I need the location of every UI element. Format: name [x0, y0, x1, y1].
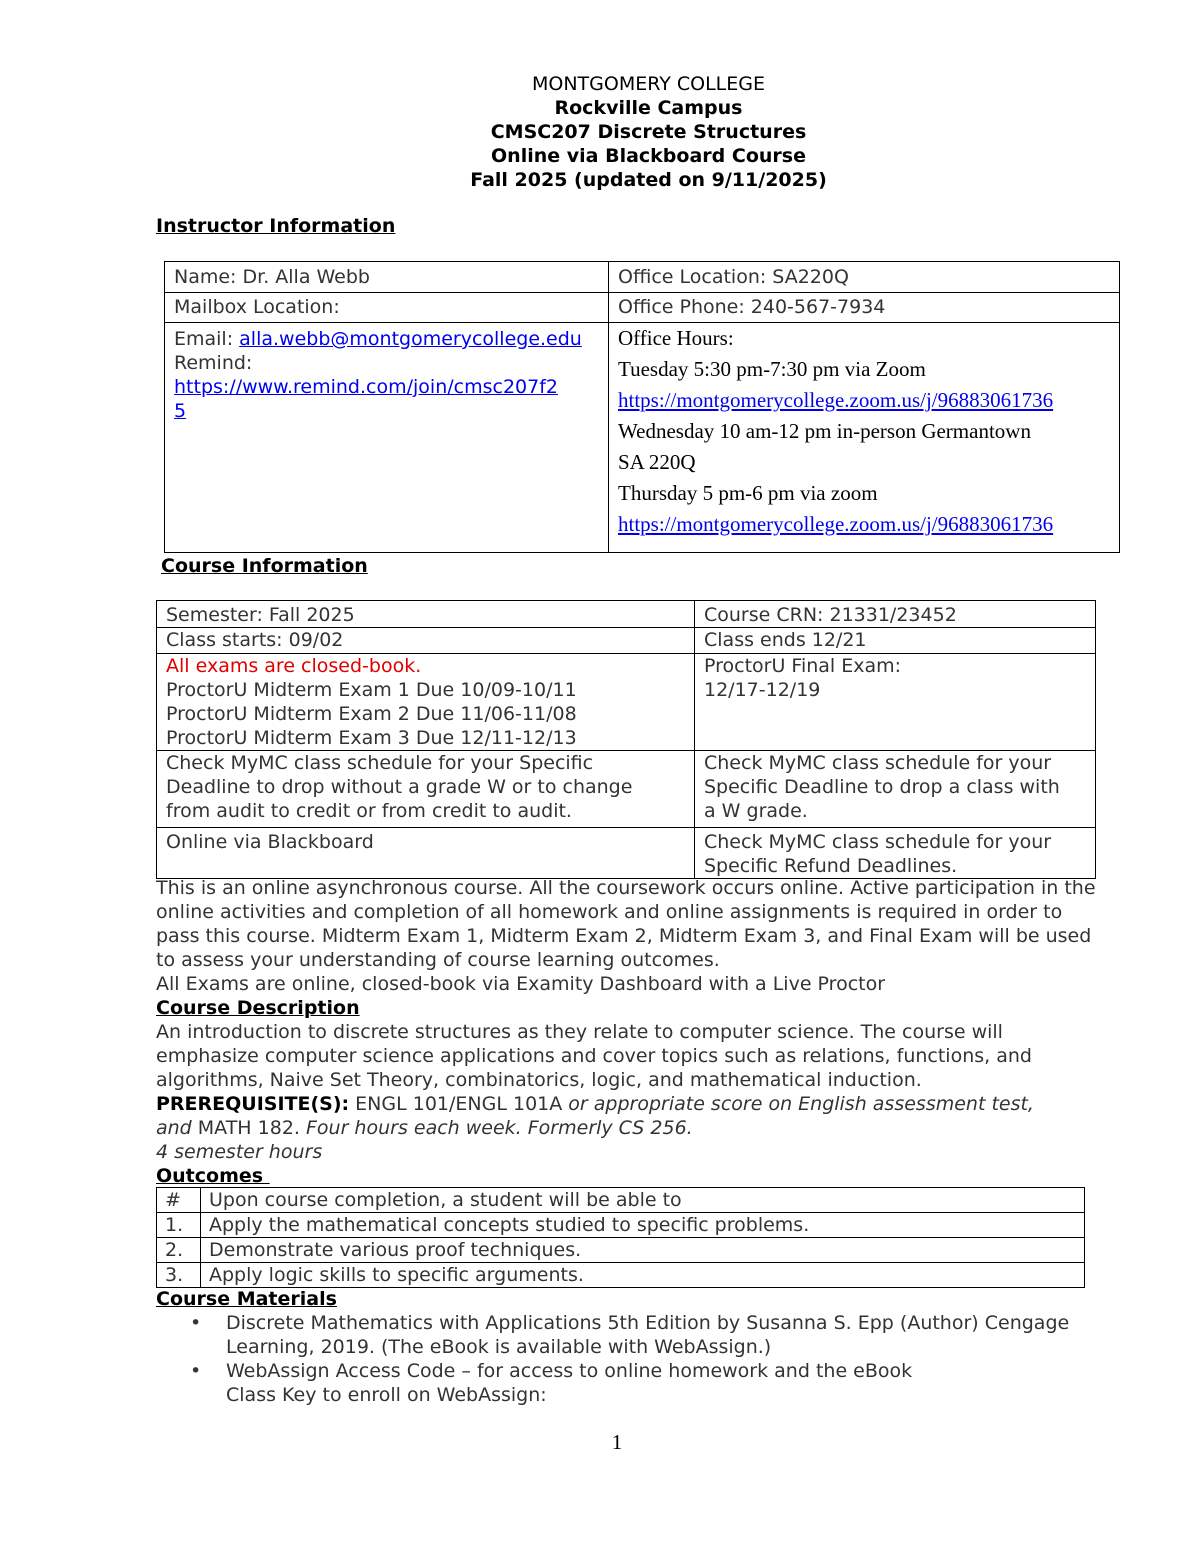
outcome-num: 3.: [157, 1263, 201, 1288]
outcome-num: 2.: [157, 1238, 201, 1263]
list-item: [186, 1359, 1069, 1407]
mailbox-location: Mailbox Location:: [165, 293, 609, 323]
zoom-link-tuesday[interactable]: https://montgomerycollege.zoom.us/j/96883061736: [618, 388, 1054, 412]
outcomes-header-text: Upon course completion, a student will be able to: [201, 1188, 1085, 1213]
office-hours-thursday: Thursday 5 pm-6 pm via zoom: [618, 481, 878, 505]
office-hours-cell: [609, 323, 1120, 553]
drop-audit-line-3: from audit to credit or from credit to audit.: [166, 800, 572, 822]
midterm-2: ProctorU Midterm Exam 2 Due 11/06-11/08: [166, 703, 577, 725]
prereq-hours-note: Four hours each week. Formerly CS 256.: [305, 1117, 693, 1139]
course-mode: Online via Blackboard Course: [491, 145, 806, 167]
refund-line-1: Check MyMC class schedule for your: [704, 831, 1052, 853]
course-term: Fall 2025 (updated on 9/11/2025): [470, 169, 827, 191]
remind-link-continued[interactable]: 5: [174, 400, 187, 422]
course-info-table: [156, 600, 1096, 879]
office-location: Office Location: SA220Q: [609, 262, 1120, 293]
materials-title: Course Materials: [156, 1288, 337, 1310]
remind-label: Remind:: [174, 352, 253, 374]
course-description: [156, 996, 1034, 1164]
course-intro: [156, 876, 1096, 996]
closed-book-notice: All exams are closed-book.: [166, 655, 422, 677]
class-ends-cell: Class ends 12/21: [695, 628, 1096, 654]
semester-hours: 4 semester hours: [156, 1141, 323, 1163]
drop-w-line-2: Specific Deadline to drop a class with: [704, 776, 1060, 798]
course-title: CMSC207 Discrete Structures: [490, 121, 807, 143]
office-hours-tuesday: Tuesday 5:30 pm-7:30 pm via Zoom: [618, 357, 926, 381]
email-link[interactable]: alla.webb@montgomerycollege.edu: [239, 328, 582, 350]
prereq-label: PREREQUISITE(S):: [156, 1093, 350, 1115]
office-hours-title: Office Hours:: [618, 326, 734, 350]
outcome-row: [157, 1213, 1085, 1238]
office-hours-wednesday-room: SA 220Q: [618, 450, 696, 474]
course-info-section-title: Course Information: [161, 555, 368, 577]
materials-list: [186, 1311, 1069, 1407]
page-number: 1: [611, 1430, 623, 1454]
office-phone: Office Phone: 240-567-7934: [609, 293, 1120, 323]
outcomes-title: Outcomes: [156, 1165, 270, 1187]
exams-cell: [157, 654, 695, 751]
description-line-2: emphasize computer science applications and cover topics such as relations, functions, and: [156, 1045, 1032, 1067]
refund-cell: [695, 828, 1096, 879]
final-exam-cell: [695, 654, 1096, 751]
campus-name: Rockville Campus: [554, 97, 743, 119]
crn-cell: Course CRN: 21331/23452: [695, 601, 1096, 628]
intro-line-2: online activities and completion of all homework and online assignments is required in order to: [156, 901, 1063, 923]
drop-w-line-3: a W grade.: [704, 800, 808, 822]
material-1-line-2: Learning, 2019. (The eBook is available with WebAssign.): [226, 1336, 772, 1358]
zoom-link-thursday[interactable]: https://montgomerycollege.zoom.us/j/96883061736: [618, 512, 1054, 536]
email-label: Email:: [174, 328, 240, 350]
outcome-text: Demonstrate various proof techniques.: [201, 1238, 1085, 1263]
semester-cell: Semester: Fall 2025: [157, 601, 695, 628]
instructor-section-title: Instructor Information: [156, 215, 396, 237]
refund-line-2: Specific Refund Deadlines.: [704, 855, 958, 877]
description-line-1: An introduction to discrete structures as they relate to computer science. The course will: [156, 1021, 1003, 1043]
online-cell: Online via Blackboard: [157, 828, 695, 879]
remind-link[interactable]: https://www.remind.com/join/cmsc207f2: [174, 376, 558, 398]
drop-w-cell: [695, 751, 1096, 828]
prereq-alt: or appropriate score on English assessment test,: [568, 1093, 1034, 1115]
bullet-icon: •: [190, 1360, 202, 1382]
final-exam-label: ProctorU Final Exam:: [704, 655, 902, 677]
bullet-icon: •: [190, 1312, 202, 1334]
prereq-courses: ENGL 101/ENGL 101A: [349, 1093, 569, 1115]
drop-audit-line-2: Deadline to drop without a grade W or to change: [166, 776, 633, 798]
intro-line-4: to assess your understanding of course learning outcomes.: [156, 949, 720, 971]
outcome-text: Apply the mathematical concepts studied to specific problems.: [201, 1213, 1085, 1238]
drop-audit-cell: [157, 751, 695, 828]
document-header: [0, 72, 1200, 192]
intro-line-3: pass this course. Midterm Exam 1, Midterm Exam 2, Midterm Exam 3, and Final Exam will be used: [156, 925, 1092, 947]
outcome-num: 1.: [157, 1213, 201, 1238]
outcome-row: [157, 1263, 1085, 1288]
prereq-math: MATH 182.: [191, 1117, 306, 1139]
college-name: MONTGOMERY COLLEGE: [531, 73, 765, 95]
intro-line-1: This is an online asynchronous course. All the coursework occurs online. Active participation in the: [156, 877, 1096, 899]
outcomes-header-num: #: [157, 1188, 201, 1213]
final-exam-dates: 12/17-12/19: [704, 679, 821, 701]
material-1-line-1: Discrete Mathematics with Applications 5th Edition by Susanna S. Epp (Author) Cengage: [226, 1312, 1070, 1334]
drop-w-line-1: Check MyMC class schedule for your: [704, 752, 1052, 774]
office-hours-wednesday: Wednesday 10 am-12 pm in-person Germantown: [618, 419, 1031, 443]
description-line-3: algorithms, Naive Set Theory, combinatorics, logic, and mathematical induction.: [156, 1069, 922, 1091]
material-2-line-2: Class Key to enroll on WebAssign:: [226, 1384, 547, 1406]
material-2-line-1: WebAssign Access Code – for access to online homework and the eBook: [226, 1360, 913, 1382]
list-item: [186, 1311, 1069, 1359]
description-title: Course Description: [156, 997, 360, 1019]
intro-line-5: All Exams are online, closed-book via Examity Dashboard with a Live Proctor: [156, 973, 886, 995]
instructor-name: Name: Dr. Alla Webb: [165, 262, 609, 293]
midterm-3: ProctorU Midterm Exam 3 Due 12/11-12/13: [166, 727, 577, 749]
contact-cell: [165, 323, 609, 553]
prereq-and: and: [156, 1117, 192, 1139]
drop-audit-line-1: Check MyMC class schedule for your Specific: [166, 752, 594, 774]
outcome-row: [157, 1238, 1085, 1263]
outcomes-table: [156, 1187, 1085, 1288]
outcome-text: Apply logic skills to specific arguments.: [201, 1263, 1085, 1288]
class-starts-cell: Class starts: 09/02: [157, 628, 695, 654]
midterm-1: ProctorU Midterm Exam 1 Due 10/09-10/11: [166, 679, 577, 701]
instructor-table: [164, 261, 1120, 553]
